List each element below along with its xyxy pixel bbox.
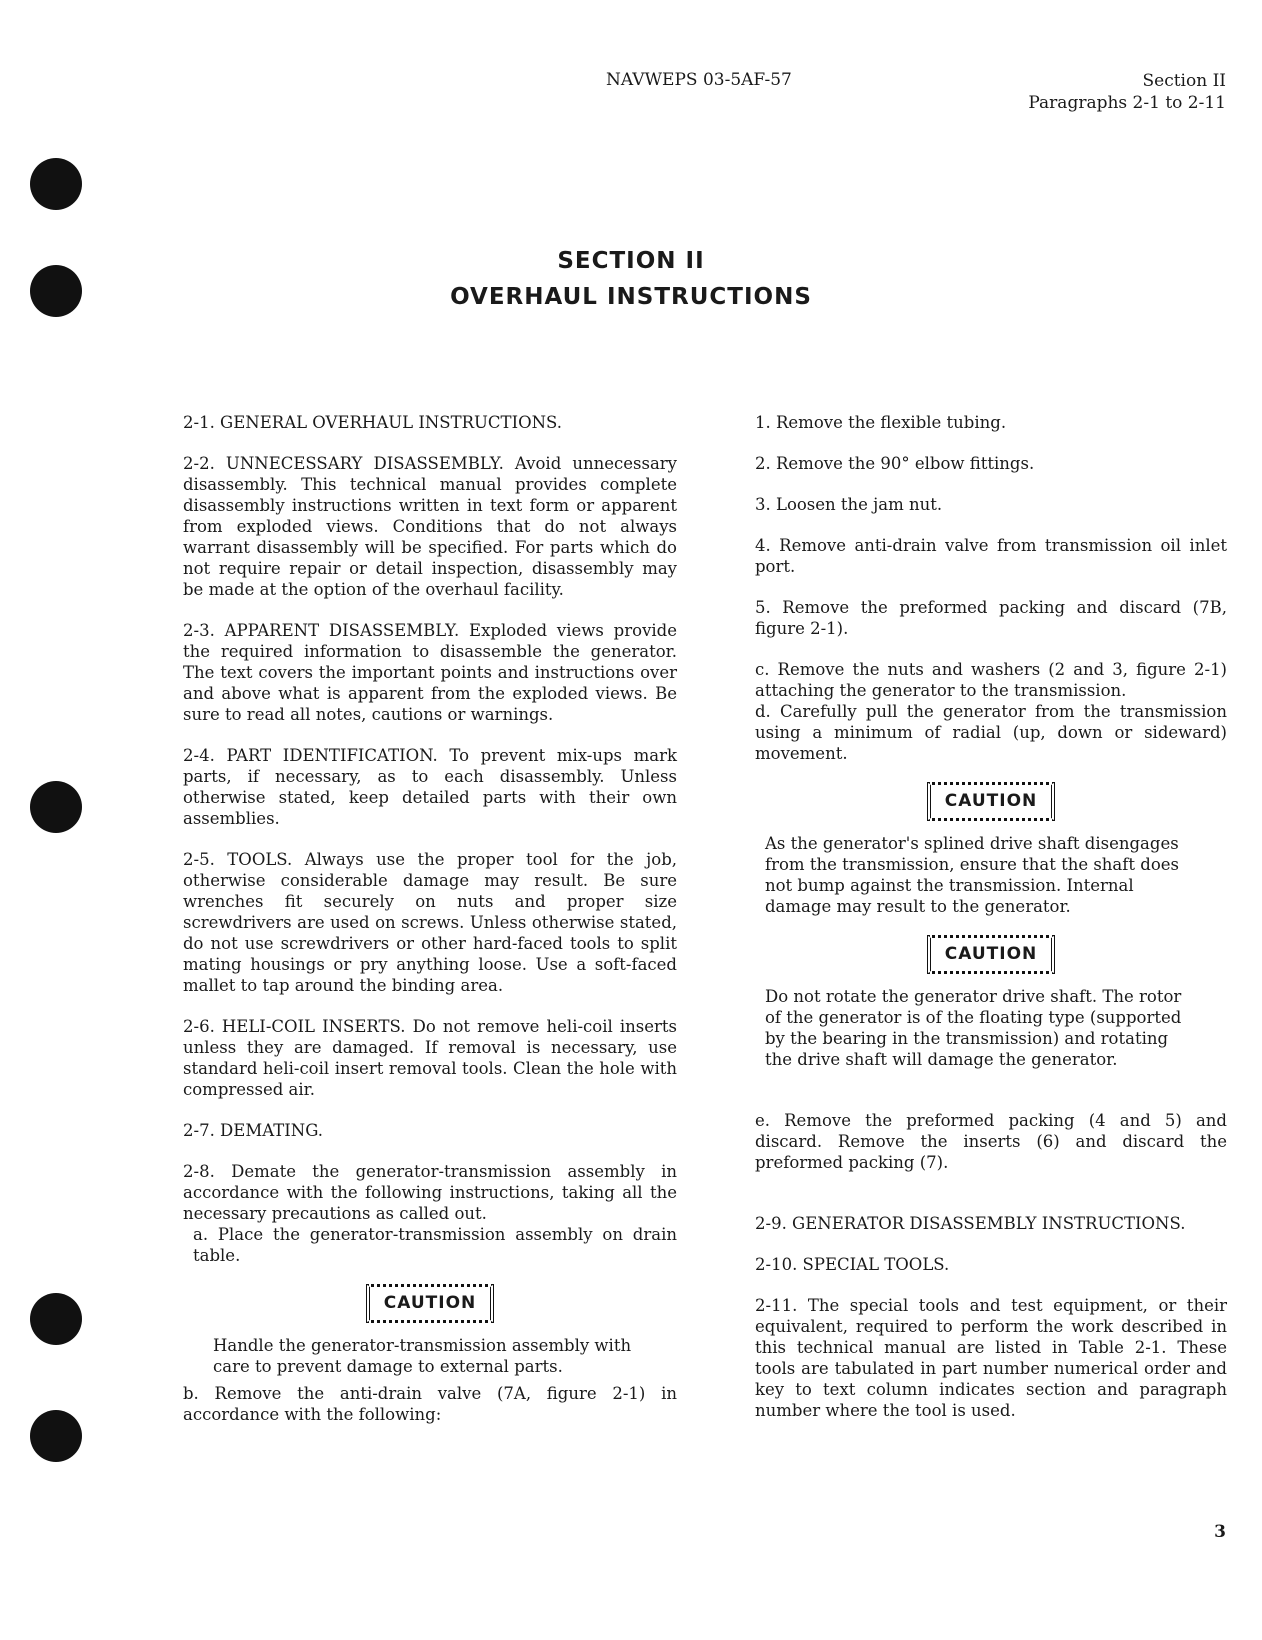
caution-callout-2 (755, 935, 1227, 974)
para-d: d. Carefully pull the generator from the transmission using a minimum of radial (up, down or sideward) movement. (755, 702, 1227, 763)
right-column (755, 412, 1227, 1421)
para-e: e. Remove the preformed packing (4 and 5) and discard. Remove the inserts (6) and discard the preformed packing (7). (755, 1111, 1227, 1172)
caution-callout (183, 1284, 677, 1323)
para-2-8-b: b. Remove the anti-drain valve (7A, figure 2-1) in accordance with the following: (183, 1384, 677, 1424)
left-column (183, 412, 677, 1425)
para-2-10: 2-10. SPECIAL TOOLS. (755, 1255, 950, 1274)
para-2-11: 2-11. The special tools and test equipment, or their equivalent, required to perform the work described in this technical manual are listed in Table 2-1. These tools are tabulated in part number numerical order and key to text column indicates section and paragraph number where the tool is used. (755, 1296, 1227, 1420)
step-5: 5. Remove the preformed packing and discard (7B, figure 2-1). (755, 598, 1227, 638)
page-number: 3 (1214, 1522, 1226, 1542)
para-2-8-a: a. Place the generator-transmission assembly on drain table. (193, 1225, 677, 1265)
para-2-9: 2-9. GENERATOR DISASSEMBLY INSTRUCTIONS. (755, 1214, 1186, 1233)
document-number: NAVWEPS 03-5AF-57 (606, 70, 792, 90)
paragraph-range: Paragraphs 2-1 to 2-11 (1028, 93, 1226, 113)
para-2-1: 2-1. GENERAL OVERHAUL INSTRUCTIONS. (183, 413, 563, 432)
caution-text-1: As the generator's splined drive shaft disengages from the transmission, ensure that the shaft does not bump against the transmission. Internal damage may result to the generator. (765, 834, 1179, 916)
caution-label: CAUTION (366, 1284, 495, 1323)
para-2-6: 2-6. HELI-COIL INSERTS. Do not remove heli-coil inserts unless they are damaged. If removal is necessary, use standard heli-coil insert removal tools. Clean the hole with compressed air. (183, 1017, 677, 1099)
para-2-7: 2-7. DEMATING. (183, 1121, 324, 1140)
caution-callout-1 (755, 782, 1227, 821)
page-header-right (1028, 70, 1226, 114)
caution-label-1: CAUTION (927, 782, 1056, 821)
binder-hole-5 (30, 1410, 82, 1462)
para-c: c. Remove the nuts and washers (2 and 3, figure 2-1) attaching the generator to the transmission. (755, 660, 1227, 700)
para-2-3: 2-3. APPARENT DISASSEMBLY. Exploded views provide the required information to disassemble the generator. The text covers the important points and instructions over and above what is apparent from the exploded views. Be sure to read all notes, cautions or warnings. (183, 621, 677, 724)
section-title: SECTION II (557, 248, 705, 274)
para-2-8: 2-8. Demate the generator-transmission assembly in accordance with the following instructions, taking all the necessary precautions as called out. (183, 1162, 677, 1223)
binder-hole-4 (30, 1293, 82, 1345)
step-2: 2. Remove the 90° elbow fittings. (755, 454, 1035, 473)
section-heading: OVERHAUL INSTRUCTIONS (450, 284, 812, 310)
caution-label-2: CAUTION (927, 935, 1056, 974)
para-2-4: 2-4. PART IDENTIFICATION. To prevent mix-ups mark parts, if necessary, as to each disassembly. Unless otherwise stated, keep detailed parts with their own assemblies. (183, 746, 677, 828)
step-1: 1. Remove the flexible tubing. (755, 413, 1007, 432)
caution-text-2: Do not rotate the generator drive shaft. The rotor of the generator is of the floating type (supported by the bearing in the transmission) and rotating the drive shaft will damage the generator. (765, 987, 1182, 1069)
para-2-5: 2-5. TOOLS. Always use the proper tool for the job, otherwise considerable damage may result. Be sure wrenches fit securely on nuts and proper size screwdrivers are used on screws. Unless otherwise stated, do not use screwdrivers or other hard-faced tools to split mating housings or pry anything loose. Use a soft-faced mallet to tap around the binding area. (183, 850, 677, 995)
caution-text: Handle the generator-transmission assembly with care to prevent damage to external parts. (213, 1336, 632, 1376)
binder-hole-1 (30, 158, 82, 210)
binder-hole-3 (30, 781, 82, 833)
section-label: Section II (1142, 71, 1226, 91)
step-4: 4. Remove anti-drain valve from transmission oil inlet port. (755, 536, 1227, 576)
para-2-2: 2-2. UNNECESSARY DISASSEMBLY. Avoid unnecessary disassembly. This technical manual provides complete disassembly instructions written in text form or apparent from exploded views. Conditions that do not always warrant disassembly will be specified. For parts which do not require repair or detail inspection, disassembly may be made at the option of the overhaul facility. (183, 454, 677, 599)
step-3: 3. Loosen the jam nut. (755, 495, 943, 514)
